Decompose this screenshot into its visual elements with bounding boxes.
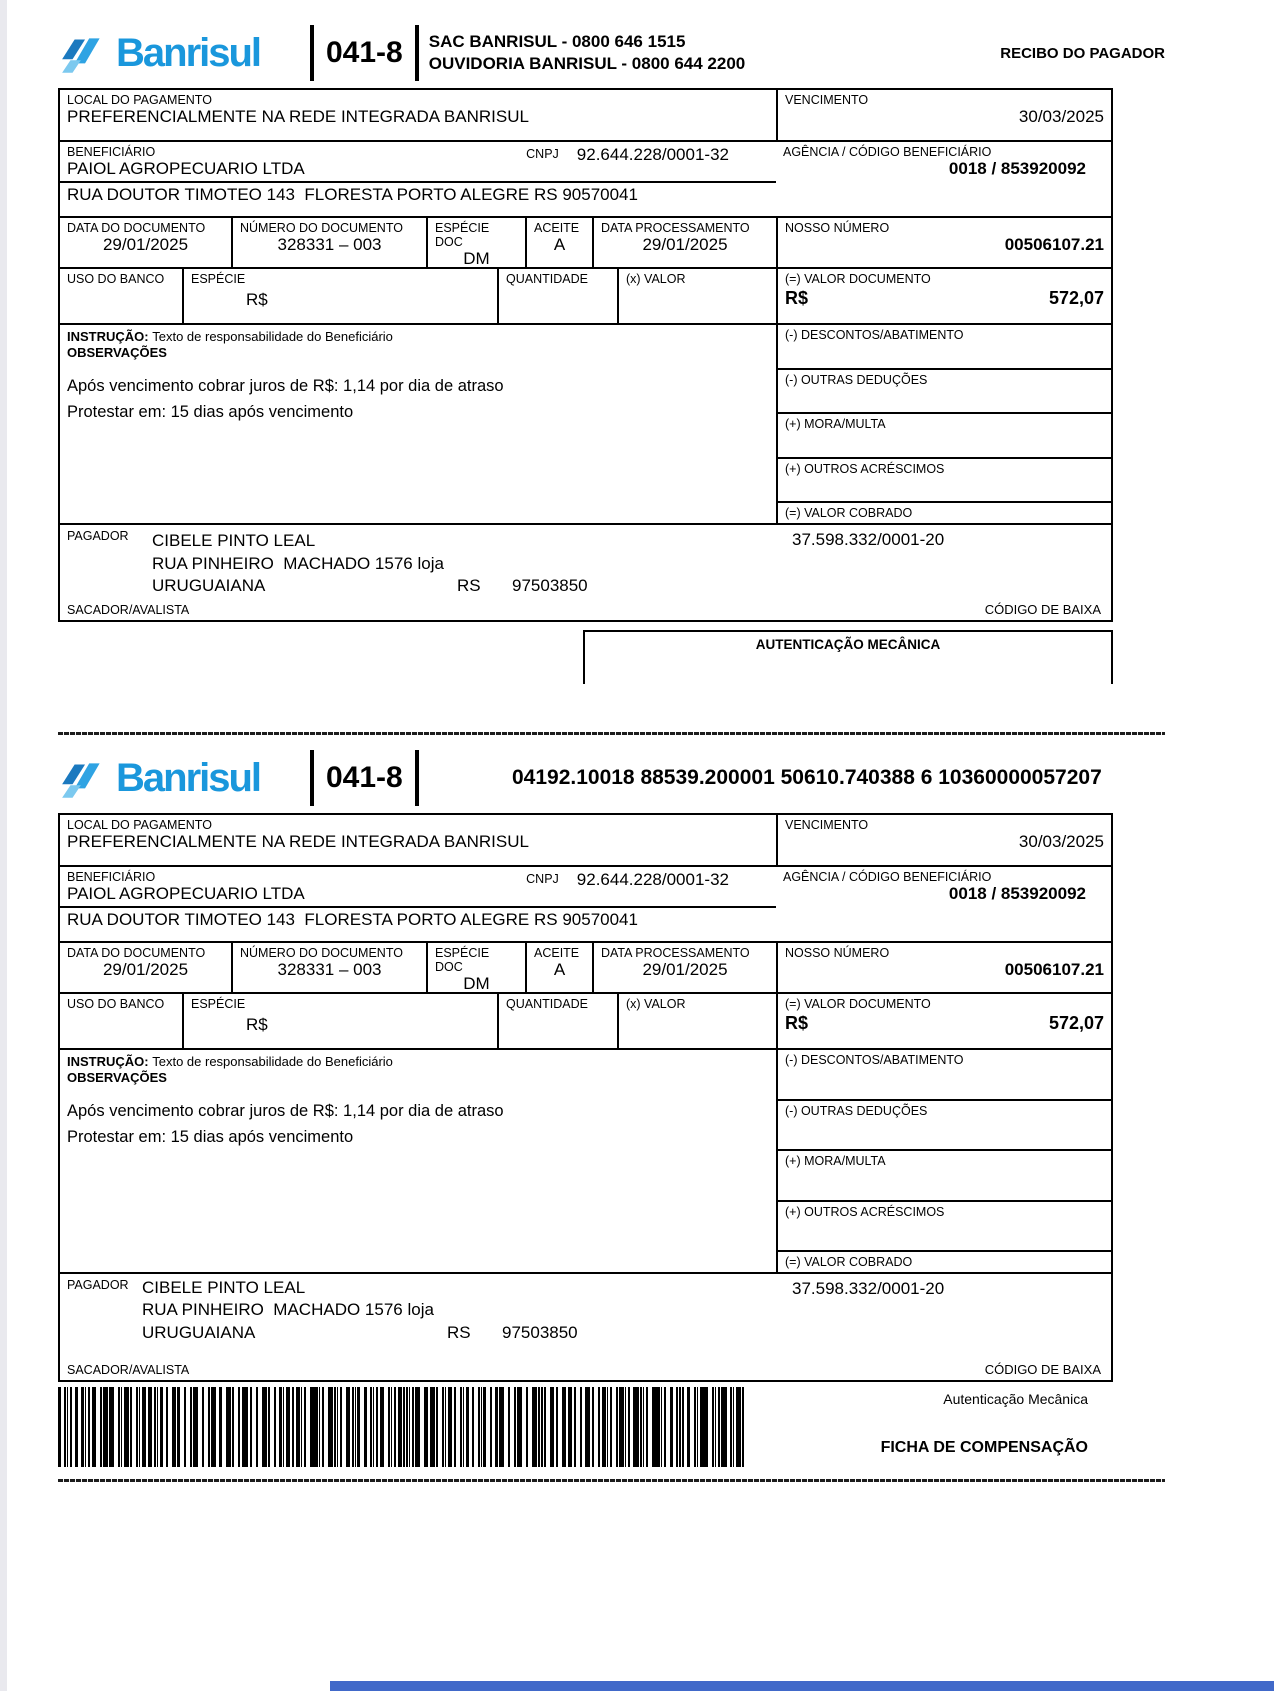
instrucao-2: Protestar em: 15 dias após vencimento: [67, 402, 354, 421]
cell-uso-banco: [60, 994, 182, 1048]
label-valor-cobrado: (=) VALOR COBRADO: [785, 1254, 913, 1269]
box-mora-multa: [778, 414, 1111, 459]
label-quantidade: QUANTIDADE: [506, 997, 588, 1012]
label-instrucao: INSTRUÇÃO:: [67, 329, 149, 344]
label-codigo-baixa: CÓDIGO DE BAIXA: [984, 602, 1101, 618]
beneficiario-line: [60, 867, 776, 908]
cell-numero-documento: [231, 218, 426, 267]
recibo-title: RECIBO DO PAGADOR: [1000, 44, 1165, 62]
bank-code: 041-8: [326, 36, 403, 69]
cell-especie: [182, 994, 497, 1048]
vertical-divider: [415, 25, 419, 81]
value-local: PREFERENCIALMENTE NA REDE INTEGRADA BANRISUL: [67, 107, 529, 126]
pagador-endereco: RUA PINHEIRO MACHADO 1576 loja: [142, 1300, 434, 1320]
section-ficha-compensacao: [58, 747, 1165, 1482]
barcode-side-text: [745, 1387, 1113, 1467]
sac-line-2: OUVIDORIA BANRISUL - 0800 644 2200: [428, 54, 746, 73]
value-valor-documento: 572,07: [1048, 1013, 1104, 1034]
box-mora-multa: [778, 1151, 1111, 1201]
box-valor-cobrado: [778, 1252, 1111, 1272]
pagador-cidade-linha: [152, 575, 588, 597]
valores-stack: [776, 325, 1111, 523]
row-documento: [60, 216, 1111, 267]
cell-vencimento: [776, 90, 1111, 140]
boleto-content: [58, 0, 1165, 1482]
value-moeda: R$: [785, 288, 809, 308]
pagador-info: [142, 1277, 578, 1344]
label-numero-documento: NÚMERO DO DOCUMENTO: [240, 221, 403, 235]
bank-header-recibo: [58, 22, 1165, 84]
value-beneficiario-endereco: RUA DOUTOR TIMOTEO 143 FLORESTA PORTO ALEGRE RS 90570041: [67, 910, 638, 930]
label-valor-documento: (=) VALOR DOCUMENTO: [785, 272, 931, 286]
value-especie-doc: DM: [463, 974, 490, 994]
pagador-cidade-linha: [142, 1322, 578, 1344]
label-mora-multa: (+) MORA/MULTA: [785, 417, 886, 432]
banrisul-logo-icon: [58, 753, 110, 803]
cell-nosso-numero: [776, 943, 1111, 992]
label-descontos: (-) DESCONTOS/ABATIMENTO: [785, 328, 964, 342]
label-pagador: PAGADOR: [67, 1277, 129, 1292]
cell-data-documento: [60, 218, 231, 267]
cell-agencia-codigo: [776, 142, 1111, 216]
box-outras-deducoes: [778, 370, 1111, 415]
value-beneficiario-endereco: RUA DOUTOR TIMOTEO 143 FLORESTA PORTO ALEGRE RS 90570041: [67, 185, 638, 204]
value-agencia-codigo: 0018 / 853920092: [948, 159, 1086, 178]
pagador-cidade: URUGUAIANA: [142, 1322, 256, 1342]
value-cnpj: 92.644.228/0001-32: [576, 145, 729, 164]
cell-nosso-numero: [776, 218, 1111, 267]
value-valor-documento: 572,07: [1048, 288, 1104, 308]
instrucao-text: [67, 1099, 769, 1150]
barcode-row: [58, 1387, 1113, 1467]
label-descontos: (-) DESCONTOS/ABATIMENTO: [785, 1053, 964, 1068]
pagador-nome: CIBELE PINTO LEAL: [152, 531, 316, 551]
value-aceite: A: [553, 960, 566, 980]
value-data-processamento: 29/01/2025: [642, 235, 728, 254]
page-edge-strip: [0, 0, 7, 1691]
cell-uso-banco: [60, 269, 182, 323]
cut-line: [58, 732, 1165, 735]
cell-quantidade: [497, 269, 617, 323]
cell-numero-documento: [231, 943, 426, 992]
pagador-cep: 97503850: [502, 1322, 578, 1342]
bank-code: 041-8: [326, 761, 403, 795]
label-outras-deducoes: (-) OUTRAS DEDUÇÕES: [785, 1103, 928, 1118]
label-vencimento: VENCIMENTO: [785, 818, 869, 833]
instrucao-2: Protestar em: 15 dias após vencimento: [67, 1127, 354, 1146]
autenticacao-mecanica-box: AUTENTICAÇÃO MECÂNICA: [583, 630, 1113, 684]
row-documento: [60, 941, 1111, 992]
value-vencimento: 30/03/2025: [1018, 107, 1104, 126]
instrucao-1: Após vencimento cobrar juros de R$: 1,14 por dia de atraso: [67, 1102, 504, 1121]
row-local-pagamento: [60, 90, 1111, 140]
row-instrucao: [60, 1048, 1111, 1272]
label-sacador: SACADOR/AVALISTA: [67, 603, 190, 618]
cell-data-processamento: [592, 943, 776, 992]
cell-especie-doc: [426, 218, 525, 267]
label-nosso-numero: NOSSO NÚMERO: [785, 221, 890, 235]
value-nosso-numero: 00506107.21: [1004, 960, 1104, 980]
section-recibo-do-pagador: [58, 22, 1165, 735]
box-outras-deducoes: [778, 1101, 1111, 1151]
value-data-processamento: 29/01/2025: [642, 960, 728, 980]
label-valor-documento: (=) VALOR DOCUMENTO: [785, 997, 931, 1012]
label-local: LOCAL DO PAGAMENTO: [67, 93, 212, 107]
pagador-documento: 37.598.332/0001-20: [792, 1278, 945, 1298]
cell-especie-doc: [426, 943, 525, 992]
label-data-documento: DATA DO DOCUMENTO: [67, 221, 206, 235]
value-numero-documento: 328331 – 003: [277, 235, 382, 254]
label-x-valor: (x) VALOR: [626, 997, 686, 1012]
cell-instrucao: [60, 325, 776, 523]
cell-instrucao: [60, 1050, 776, 1272]
label-especie-doc: ESPÉCIE DOC: [435, 946, 490, 975]
cut-line: [58, 1479, 1165, 1482]
cell-beneficiario: [60, 867, 776, 941]
label-cnpj: CNPJ: [526, 872, 559, 887]
pagador-cep: 97503850: [512, 576, 588, 596]
cell-vencimento: [776, 815, 1111, 865]
bank-header-ficha: [58, 747, 1165, 809]
label-instrucao-line: [67, 329, 769, 344]
label-instrucao-nota: Texto de responsabilidade do Beneficiário: [152, 1054, 393, 1070]
banrisul-logo: [58, 28, 310, 78]
label-uso-banco: USO DO BANCO: [67, 997, 165, 1012]
beneficiario-endereco-line: [60, 908, 776, 941]
pagador-endereco: RUA PINHEIRO MACHADO 1576 loja: [152, 553, 444, 573]
label-especie: ESPÉCIE: [191, 997, 246, 1012]
beneficiario-endereco-line: [60, 183, 776, 216]
row-pagador: [60, 523, 1111, 620]
label-especie-doc: ESPÉCIE DOC: [435, 221, 490, 249]
value-especie-doc: DM: [463, 249, 490, 268]
box-valor-cobrado: [778, 503, 1111, 523]
beneficiario-line: [60, 142, 776, 183]
label-agencia: AGÊNCIA / CÓDIGO BENEFICIÁRIO: [783, 145, 992, 159]
label-beneficiario: BENEFICIÁRIO: [67, 145, 156, 159]
label-aceite: ACEITE: [534, 946, 580, 961]
banrisul-logo: [58, 753, 310, 803]
label-mora-multa: (+) MORA/MULTA: [785, 1154, 886, 1169]
pagador-info: [152, 530, 588, 597]
label-cnpj: CNPJ: [526, 147, 559, 161]
autenticacao-mecanica-label: Autenticação Mecânica: [943, 1390, 1088, 1407]
boleto-table-ficha: [58, 813, 1113, 1382]
row-uso-banco: [60, 992, 1111, 1048]
label-pagador: PAGADOR: [67, 529, 129, 544]
label-outros-acrescimos: (+) OUTROS ACRÉSCIMOS: [785, 461, 945, 476]
pagador-uf: RS: [447, 1322, 471, 1342]
box-descontos: [778, 325, 1111, 370]
beneficiario-cnpj: [526, 870, 729, 903]
value-aceite: A: [553, 235, 566, 254]
value-beneficiario-nome: PAIOL AGROPECUARIO LTDA: [67, 159, 305, 178]
label-instrucao-nota: Texto de responsabilidade do Beneficiário: [152, 329, 393, 344]
ficha-compensacao-title: FICHA DE COMPENSAÇÃO: [880, 1438, 1088, 1456]
footer-accent-bar: [330, 1681, 1274, 1691]
box-descontos: [778, 1050, 1111, 1100]
cell-quantidade: [497, 994, 617, 1048]
value-especie: R$: [246, 290, 268, 309]
cell-local-pagamento: [60, 815, 776, 865]
value-cnpj: 92.644.228/0001-32: [576, 870, 729, 890]
row-instrucao: [60, 323, 1111, 523]
label-numero-documento: NÚMERO DO DOCUMENTO: [240, 946, 403, 961]
sac-line-1: SAC BANRISUL - 0800 646 1515: [428, 31, 686, 51]
cell-valor-documento: [776, 269, 1111, 323]
instrucao-1: Após vencimento cobrar juros de R$: 1,14 por dia de atraso: [67, 377, 504, 395]
row-uso-banco: [60, 267, 1111, 323]
row-beneficiario: [60, 140, 1111, 216]
cell-aceite: [525, 218, 592, 267]
label-instrucao: INSTRUÇÃO:: [67, 1054, 149, 1070]
label-observacoes: OBSERVAÇÕES: [67, 1070, 167, 1086]
cell-x-valor: [617, 269, 776, 323]
value-moeda: R$: [785, 1013, 809, 1034]
label-data-processamento: DATA PROCESSAMENTO: [601, 221, 750, 235]
linha-digitavel: 04192.10018 88539.200001 50610.740388 6 10360000057207: [511, 766, 1102, 790]
value-vencimento: 30/03/2025: [1018, 832, 1104, 852]
pagador-uf: RS: [457, 576, 481, 596]
row-local-pagamento: [60, 815, 1111, 865]
label-codigo-baixa: CÓDIGO DE BAIXA: [984, 1361, 1101, 1377]
label-valor-cobrado: (=) VALOR COBRADO: [785, 506, 913, 521]
banrisul-logo-text: Banrisul: [116, 755, 261, 800]
cell-agencia-codigo: [776, 867, 1111, 941]
label-outras-deducoes: (-) OUTRAS DEDUÇÕES: [785, 372, 928, 387]
cell-local-pagamento: [60, 90, 776, 140]
pagador-cidade: URUGUAIANA: [152, 576, 266, 596]
row-pagador: [60, 1272, 1111, 1380]
label-data-documento: DATA DO DOCUMENTO: [67, 946, 206, 961]
cell-x-valor: [617, 994, 776, 1048]
banrisul-logo-text: Banrisul: [116, 30, 261, 75]
cell-data-documento: [60, 943, 231, 992]
boleto-table-recibo: [58, 88, 1113, 622]
valores-stack: [776, 1050, 1111, 1272]
label-local: LOCAL DO PAGAMENTO: [67, 818, 212, 833]
value-data-documento: 29/01/2025: [102, 960, 189, 980]
value-local: PREFERENCIALMENTE NA REDE INTEGRADA BANRISUL: [67, 832, 529, 852]
label-nosso-numero: NOSSO NÚMERO: [785, 946, 890, 961]
cell-beneficiario: [60, 142, 776, 216]
value-numero-documento: 328331 – 003: [277, 960, 382, 980]
label-data-processamento: DATA PROCESSAMENTO: [601, 946, 750, 961]
label-outros-acrescimos: (+) OUTROS ACRÉSCIMOS: [785, 1204, 945, 1219]
label-vencimento: VENCIMENTO: [785, 93, 869, 107]
banrisul-logo-icon: [58, 28, 110, 78]
box-outros-acrescimos: [778, 1202, 1111, 1252]
value-beneficiario-nome: PAIOL AGROPECUARIO LTDA: [67, 884, 305, 904]
value-data-documento: 29/01/2025: [102, 235, 189, 254]
label-especie: ESPÉCIE: [191, 272, 246, 286]
label-quantidade: QUANTIDADE: [506, 272, 588, 286]
box-outros-acrescimos: [778, 459, 1111, 504]
cell-valor-documento: [776, 994, 1111, 1048]
pagador-nome: CIBELE PINTO LEAL: [142, 1277, 306, 1297]
sac-info: [429, 31, 746, 75]
label-agencia: AGÊNCIA / CÓDIGO BENEFICIÁRIO: [783, 870, 992, 885]
label-instrucao-line: [67, 1054, 769, 1069]
cell-data-processamento: [592, 218, 776, 267]
label-observacoes: OBSERVAÇÕES: [67, 345, 167, 360]
label-aceite: ACEITE: [534, 221, 580, 235]
instrucao-text: [67, 374, 769, 425]
cell-aceite: [525, 943, 592, 992]
barcode: [58, 1387, 745, 1467]
row-beneficiario: [60, 865, 1111, 941]
value-especie: R$: [246, 1015, 268, 1035]
label-beneficiario: BENEFICIÁRIO: [67, 870, 156, 885]
beneficiario-cnpj: [526, 145, 729, 178]
label-uso-banco: USO DO BANCO: [67, 272, 165, 286]
cell-especie: [182, 269, 497, 323]
pagador-documento: 37.598.332/0001-20: [792, 530, 945, 550]
value-agencia-codigo: 0018 / 853920092: [948, 884, 1086, 904]
label-x-valor: (x) VALOR: [626, 272, 686, 286]
label-sacador: SACADOR/AVALISTA: [67, 1362, 190, 1377]
value-nosso-numero: 00506107.21: [1004, 235, 1104, 254]
